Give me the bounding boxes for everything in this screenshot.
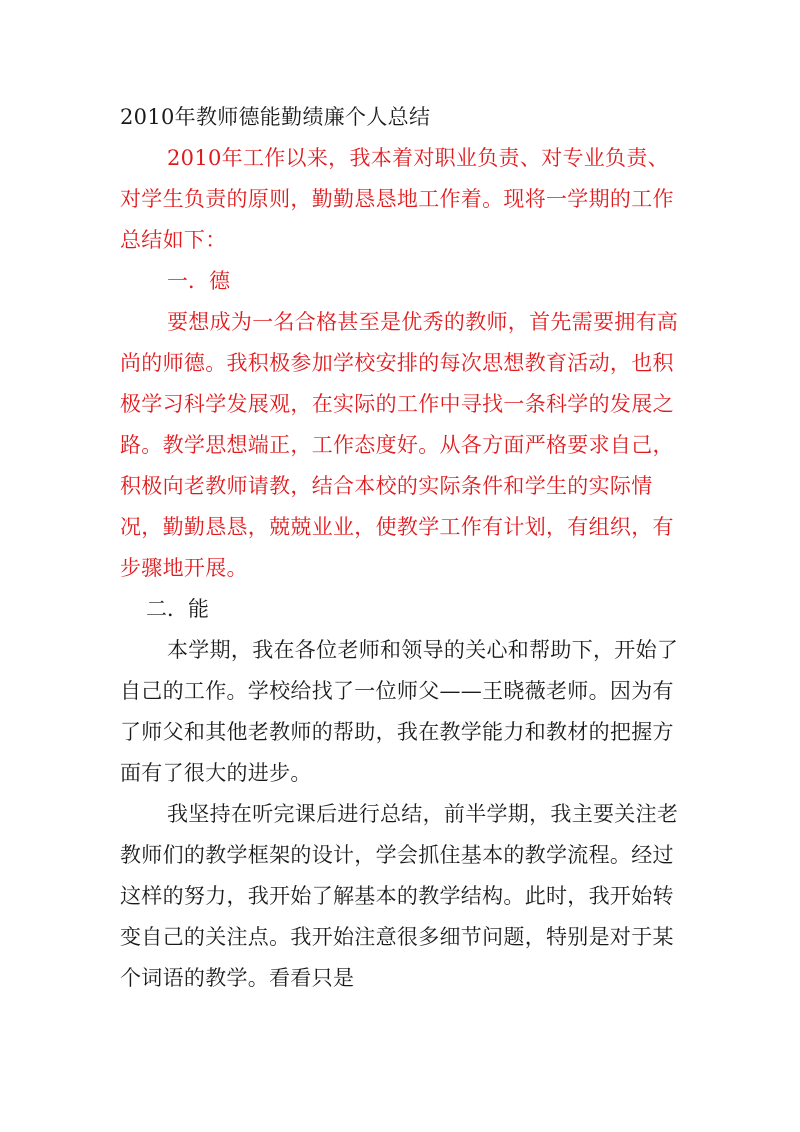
- section1-paragraph: 要想成为一名合格甚至是优秀的教师，首先需要拥有高尚的师德。我积极参加学校安排的每次思想教育活动，也积极学习科学发展观，在实际的工作中寻找一条科学的发展之路。教学思想端正，工作态度好。从各方面严格要求自己，积极向老教师请教，结合本校的实际条件和学生的实际情况，勤勤恳恳，兢兢业业，使教学工作有计划，有组织，有步骤地开展。: [120, 310, 679, 580]
- section2-heading: 二．能: [146, 597, 209, 621]
- section2-paragraph-2: 我坚持在听完课后进行总结，前半学期，我主要关注老教师们的教学框架的设计，学会抓住基本的教学流程。经过这样的努力，我开始了解基本的教学结构。此时，我开始转变自己的关注点。我开始注意很多细节问题，特别是对于某个词语的教学。看看只是: [120, 802, 679, 990]
- section2-paragraph-1: 本学期，我在各位老师和领导的关心和帮助下，开始了自己的工作。学校给找了一位师父——王晓薇老师。因为有了师父和其他老教师的帮助，我在教学能力和教材的把握方面有了很大的进步。: [120, 638, 679, 785]
- section1-heading: 一．德: [167, 269, 230, 293]
- document-title: 2010年教师德能勤绩廉个人总结: [120, 105, 431, 129]
- intro-paragraph: 2010年工作以来，我本着对职业负责、对专业负责、对学生负责的原则，勤勤恳恳地工作着。现将一学期的工作总结如下：: [120, 146, 674, 252]
